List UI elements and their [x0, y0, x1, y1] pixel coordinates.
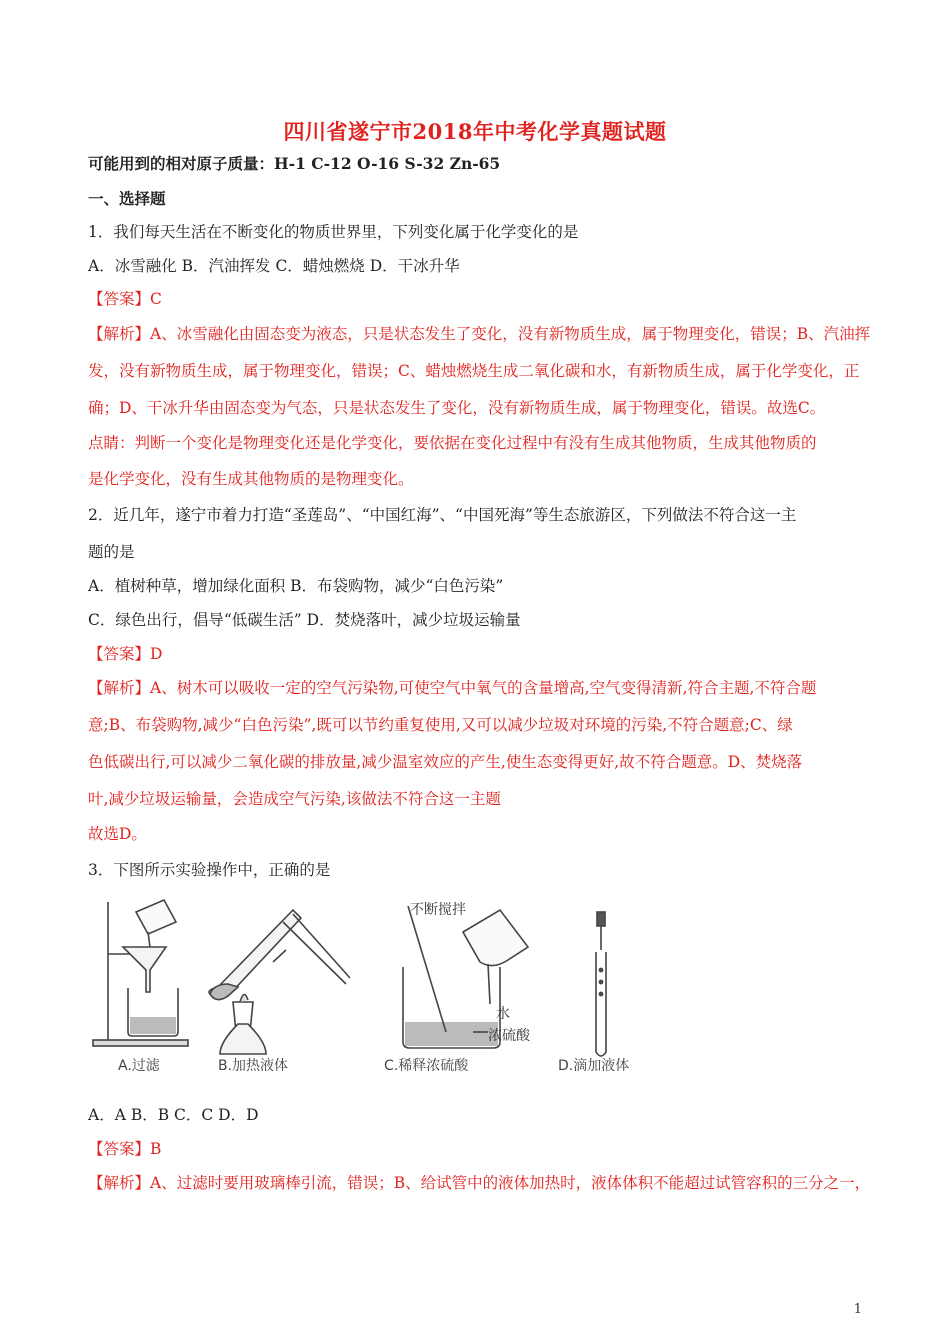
- answer-value: D: [150, 645, 163, 663]
- q2-analysis-line: 故选D。: [88, 825, 147, 843]
- page-number: 1: [853, 1302, 862, 1317]
- q2-analysis-line: 意;B、布袋购物,减少“白色污染”,既可以节约重复使用,又可以减少垃圾对环境的污染,不符合题意;C、绿: [88, 716, 793, 734]
- lab-figure-svg: [88, 892, 678, 1084]
- heating-apparatus: [209, 910, 350, 1054]
- q2-analysis-line: 叶,减少垃圾运输量，会造成空气污染,该做法不符合这一主题: [88, 790, 501, 808]
- lab-operations-figure: [88, 892, 678, 1084]
- q1-options: A．冰雪融化 B．汽油挥发 C．蜡烛燃烧 D．干冰升华: [88, 257, 460, 275]
- q3-options: A．A B．B C．C D．D: [88, 1106, 259, 1124]
- label-water: 水: [496, 1006, 510, 1022]
- answer-value: B: [150, 1140, 162, 1158]
- q1-analysis-line: [88, 324, 870, 344]
- answer-label: 【答案】: [88, 290, 151, 308]
- page-title: 四川省遂宁市2018年中考化学真题试题: [283, 119, 667, 144]
- q1-stem: 1．我们每天生活在不断变化的物质世界里，下列变化属于化学变化的是: [88, 223, 579, 241]
- q2-stem: 题的是: [88, 543, 135, 561]
- q2-answer: [88, 644, 162, 664]
- q3-analysis-line: [88, 1173, 870, 1193]
- analysis-label: 【解析】: [88, 325, 151, 343]
- q2-options: A．植树种草，增加绿化面积 B．布袋购物，减少“白色污染”: [88, 577, 504, 595]
- section-heading: 一、选择题: [88, 189, 166, 208]
- caption-a: A.过滤: [118, 1058, 160, 1074]
- q2-stem: 2．近几年，遂宁市着力打造“圣莲岛”、“中国红海”、“中国死海”等生态旅游区，下列做法不符合这一主: [88, 506, 797, 524]
- analysis-text: A、冰雪融化由固态变为液态，只是状态发生了变化，没有新物质生成，属于物理变化，错误；B、汽油挥: [150, 325, 871, 343]
- analysis-text: A、过滤时要用玻璃棒引流，错误；B、给试管中的液体加热时，液体体积不能超过试管容积的三分之一，: [150, 1174, 871, 1192]
- analysis-text: A、树木可以吸收一定的空气污染物,可使空气中氧气的含量增高,空气变得清新,符合主题,不符合题: [150, 679, 817, 697]
- label-stir: 不断搅拌: [410, 902, 466, 918]
- analysis-label: 【解析】: [88, 679, 151, 697]
- dilution-apparatus: [403, 906, 528, 1048]
- caption-c: C.稀释浓硫酸: [384, 1058, 469, 1074]
- analysis-label: 【解析】: [88, 1174, 151, 1192]
- filtration-apparatus: [93, 900, 188, 1046]
- q1-analysis-line: 确；D、干冰升华由固态变为气态，只是状态发生了变化，没有新物质生成，属于物理变化，错误。故选C。: [88, 399, 826, 417]
- answer-label: 【答案】: [88, 645, 151, 663]
- q3-answer: [88, 1139, 161, 1159]
- answer-label: 【答案】: [88, 1140, 151, 1158]
- q1-answer: [88, 289, 162, 309]
- q2-options: C．绿色出行，倡导“低碳生活” D．焚烧落叶，减少垃圾运输量: [88, 611, 521, 629]
- label-acid: 浓硫酸: [488, 1028, 530, 1044]
- q3-stem: 3．下图所示实验操作中，正确的是: [88, 861, 331, 879]
- q2-analysis-line: [88, 678, 816, 698]
- answer-value: C: [150, 290, 162, 308]
- dropper-apparatus: [596, 912, 606, 1056]
- q2-analysis-line: 色低碳出行,可以减少二氧化碳的排放量,减少温室效应的产生,使生态变得更好,故不符合题意。D、焚烧落: [88, 753, 803, 771]
- atomic-mass-line: 可能用到的相对原子质量：H-1 C-12 O-16 S-32 Zn-65: [88, 154, 501, 173]
- q1-analysis-line: 点睛：判断一个变化是物理变化还是化学变化，要依据在变化过程中有没有生成其他物质，生成其他物质的: [88, 434, 817, 452]
- caption-d: D.滴加液体: [558, 1058, 630, 1074]
- caption-b: B.加热液体: [218, 1058, 289, 1074]
- q1-analysis-line: 发，没有新物质生成，属于物理变化，错误；C、蜡烛燃烧生成二氧化碳和水，有新物质生成，属于化学变化，正: [88, 362, 860, 380]
- q1-analysis-line: 是化学变化，没有生成其他物质的是物理变化。: [88, 470, 414, 488]
